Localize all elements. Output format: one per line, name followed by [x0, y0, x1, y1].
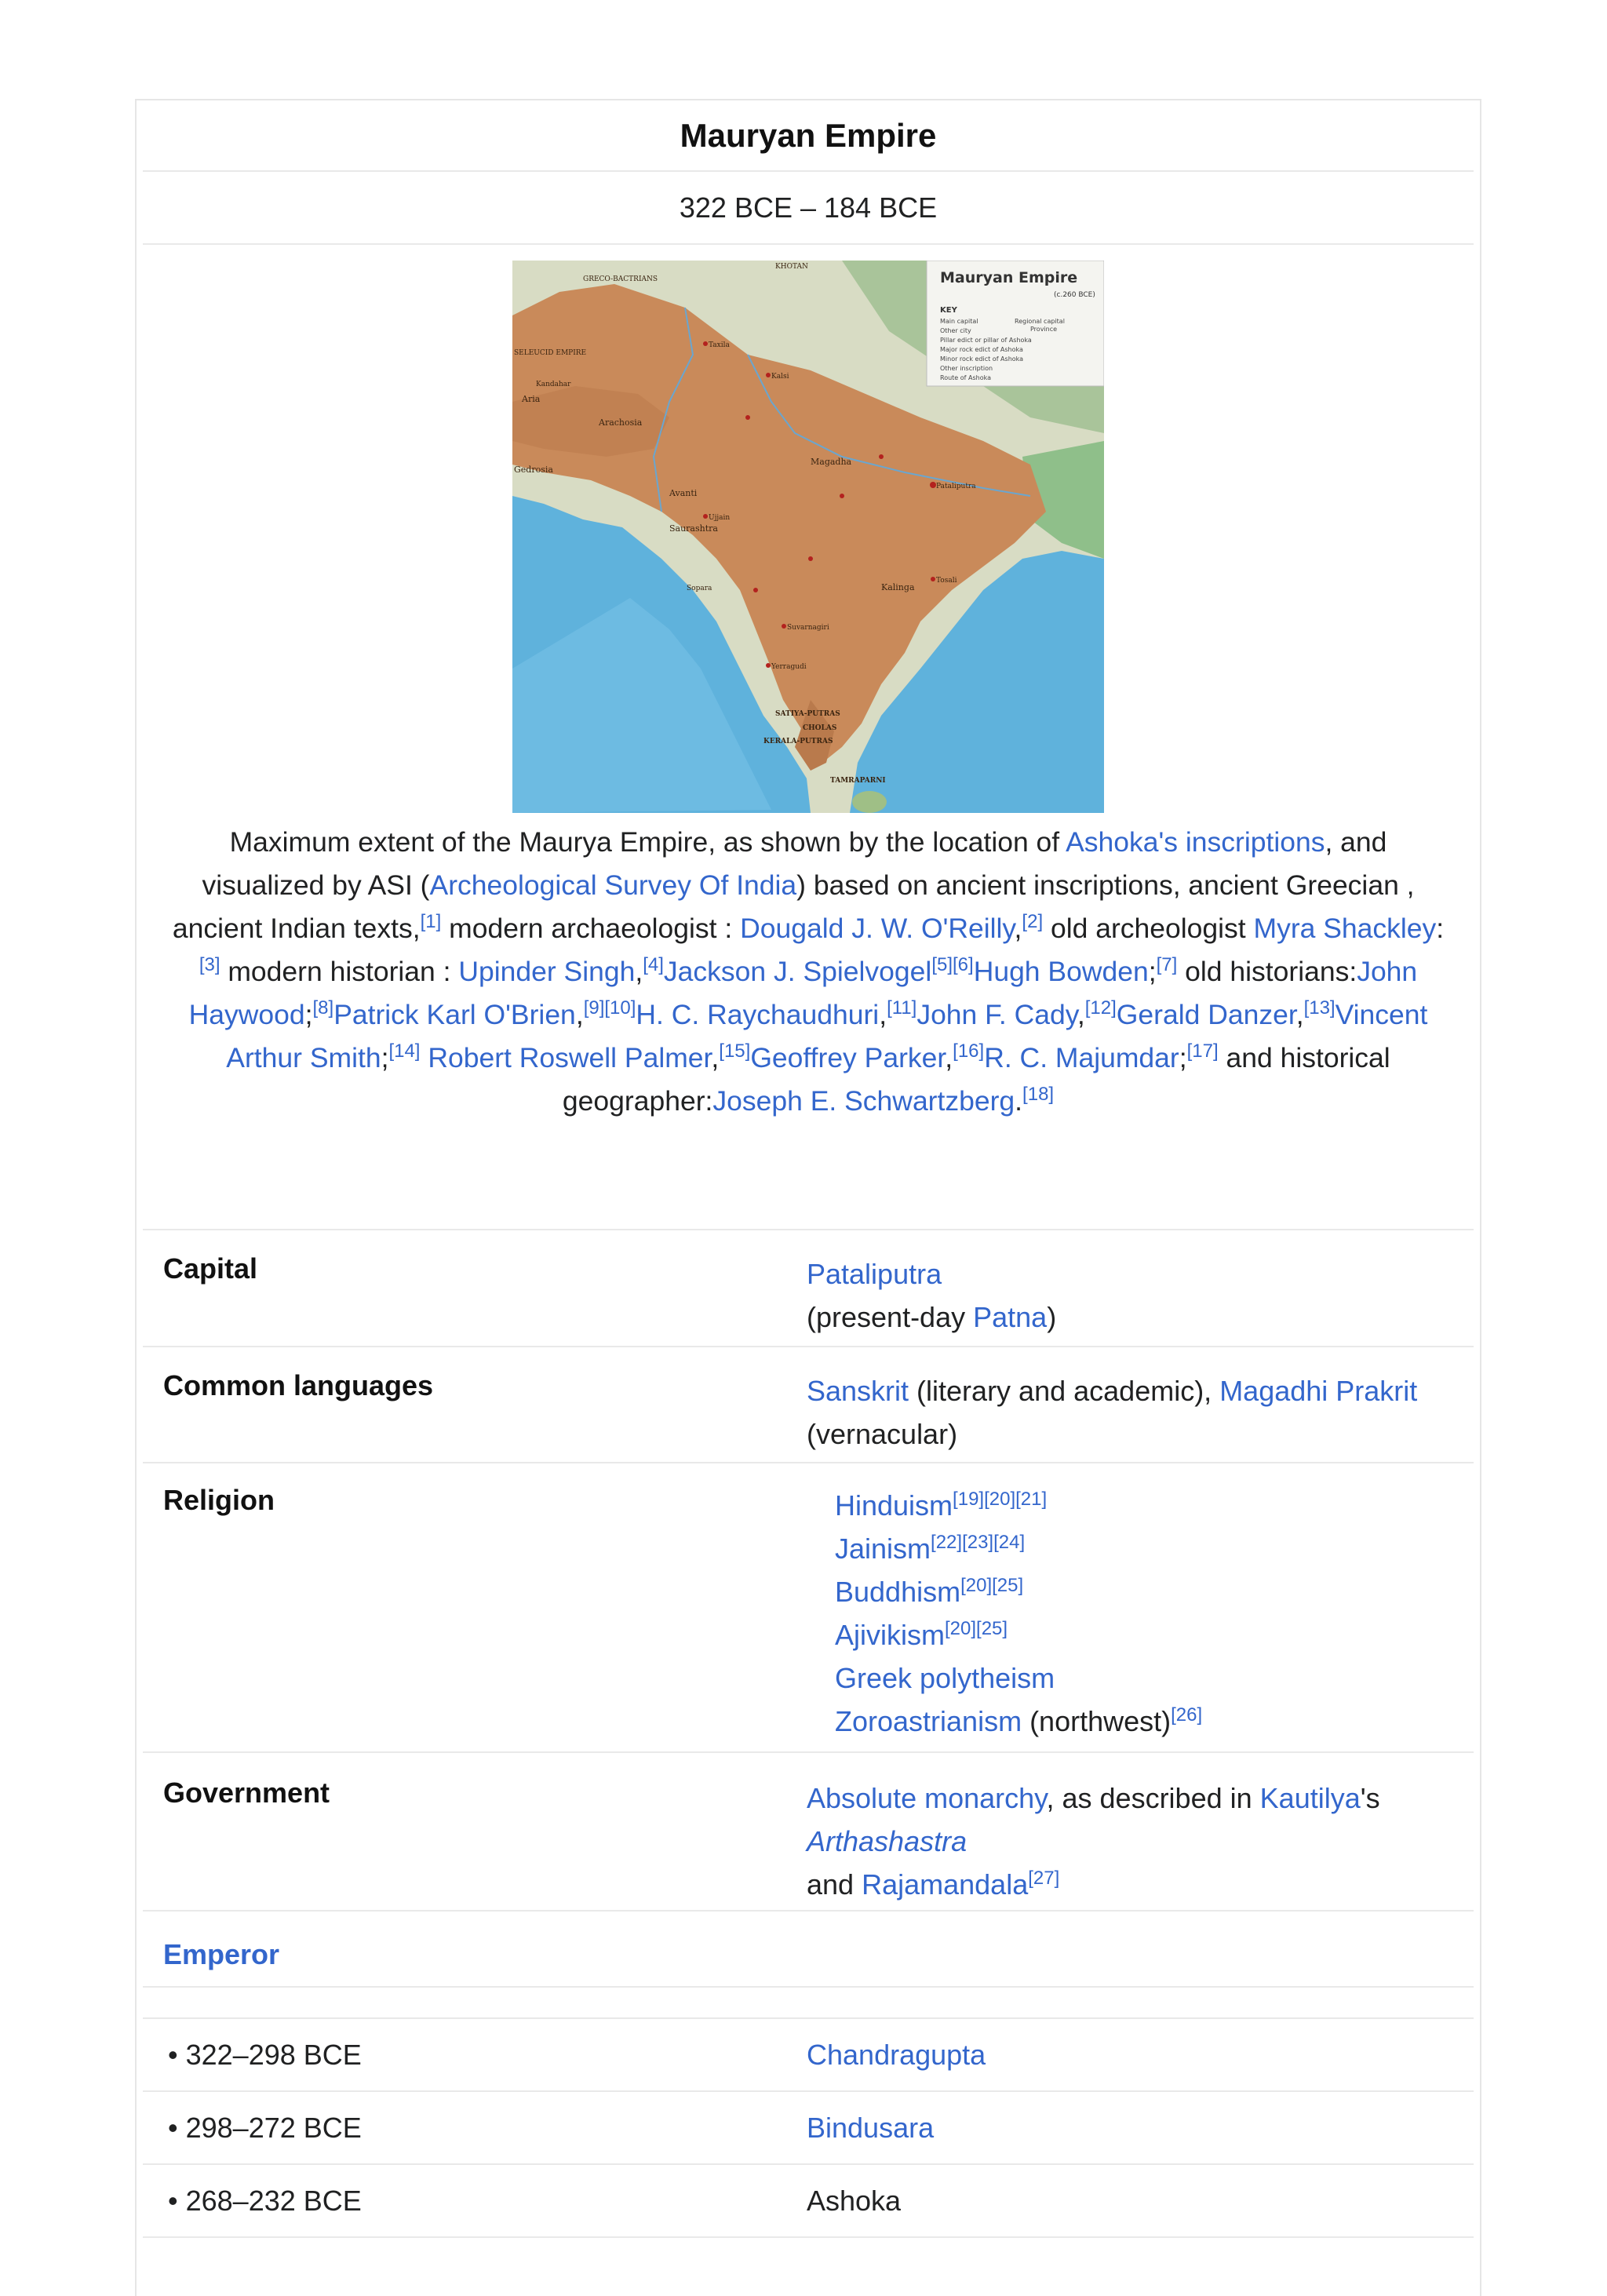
link-patna[interactable]: Patna [973, 1301, 1048, 1333]
link-raychaudhuri[interactable]: H. C. Raychaudhuri [636, 999, 880, 1030]
ref-11[interactable]: [11] [887, 997, 917, 1019]
infobox-dates: 322 BCE – 184 BCE [143, 172, 1474, 245]
link-chandragupta[interactable]: Chandragupta [807, 2038, 986, 2071]
row-emperor-1 [143, 2019, 1474, 2092]
map-key-title: Mauryan Empire [940, 269, 1078, 286]
ref-27[interactable]: [27] [1028, 1868, 1060, 1889]
link-ajivikism[interactable]: Ajivikism [835, 1619, 945, 1651]
ref-9[interactable]: [9] [583, 997, 605, 1019]
link-obrien[interactable]: Patrick Karl O'Brien [333, 999, 576, 1030]
row-capital [143, 1230, 1474, 1347]
link-absolute-monarchy[interactable]: Absolute monarchy [807, 1782, 1047, 1814]
svg-text:Province: Province [1030, 326, 1058, 333]
reign-period: • 268–232 BCE [168, 2184, 362, 2217]
list-item [835, 1656, 1474, 1700]
svg-text:Pataliputra: Pataliputra [936, 483, 976, 490]
link-schwartzberg[interactable]: Joseph E. Schwartzberg [712, 1085, 1015, 1117]
link-spielvogel[interactable]: Jackson J. Spielvogel [663, 956, 932, 987]
svg-text:Other city: Other city [940, 327, 971, 334]
map-caption: Maximum extent of the Maurya Empire, as shown by the location of Ashoka's inscriptions, and visualized by ASI (Archeological Survey Of India) based on ancient inscriptions, ancient Greecian , ancient Indian texts,[1] modern archaeologist : Dougald J. W. O'Reilly,[2] old archeologist Myra Shackley:[3] modern historian : Upinder Singh,[4]Jackson J. Spielvogel[5][6]Hugh Bowden;[7] old historians:John Haywood;[8]Patrick Karl O'Brien,[9][10]H. C. Raychaudhuri,[11]John F. Cady,[12]Gerald Danzer,[13]Vincent Arthur Smith;[14] Robert Roswell Palmer,[15]Geoffrey Parker,[16]R. C. Majumdar;[17] and historical geographer:Joseph E. Schwartzberg.[18] [172, 826, 1445, 1117]
religion-list [807, 1484, 1474, 1743]
svg-text:Avanti: Avanti [669, 488, 698, 498]
map-key-heading: KEY [940, 306, 957, 315]
ref-12[interactable]: [12] [1084, 997, 1117, 1019]
ref-buddhism[interactable]: [20][25] [960, 1575, 1024, 1596]
link-parker[interactable]: Geoffrey Parker [750, 1042, 946, 1073]
svg-text:Aria: Aria [522, 394, 541, 404]
label-languages: Common languages [163, 1369, 434, 1401]
svg-text:Taxila: Taxila [709, 341, 730, 349]
list-item [835, 1527, 1474, 1570]
label-capital: Capital [163, 1252, 258, 1285]
row-languages [143, 1347, 1474, 1463]
ref-15[interactable]: [15] [719, 1040, 751, 1062]
ref-1[interactable]: [1] [420, 911, 442, 933]
svg-text:CHOLAS: CHOLAS [803, 724, 837, 732]
link-pataliputra[interactable]: Pataliputra [807, 1258, 942, 1290]
ref-hinduism[interactable]: [19][20][21] [953, 1489, 1048, 1510]
list-item [835, 1570, 1474, 1613]
list-item [835, 1613, 1474, 1656]
emperor-ashoka: Ashoka [807, 2184, 902, 2217]
row-government [143, 1753, 1474, 1912]
link-oreilly[interactable]: Dougald J. W. O'Reilly [740, 913, 1015, 944]
svg-text:Route of Ashoka: Route of Ashoka [940, 374, 992, 381]
link-magadhi-prakrit[interactable]: Magadhi Prakrit [1219, 1375, 1418, 1407]
svg-text:Saurashtra: Saurashtra [669, 523, 718, 534]
svg-text:Regional capital: Regional capital [1015, 318, 1065, 325]
list-item [835, 1484, 1474, 1527]
svg-text:Tosali: Tosali [936, 577, 957, 585]
link-arthashastra[interactable]: Arthashastra [807, 1825, 967, 1857]
link-bindusara[interactable]: Bindusara [807, 2111, 935, 2144]
ref-3[interactable]: [3] [199, 954, 220, 976]
value-languages: Sanskrit (literary and academic), Magadhi Prakrit (vernacular) [807, 1375, 1418, 1450]
row-emperor-2 [143, 2092, 1474, 2165]
link-emperor[interactable]: Emperor [163, 1938, 280, 1970]
value-government: Absolute monarchy, as described in Kautilya's Arthashastra and Rajamandala[27] [807, 1782, 1380, 1901]
link-asi[interactable]: Archeological Survey Of India [429, 869, 797, 901]
value-religion [807, 1484, 1474, 1751]
ref-14[interactable]: [14] [388, 1040, 421, 1062]
reign-period: • 322–298 BCE [168, 2038, 362, 2071]
svg-text:KHOTAN: KHOTAN [775, 263, 808, 271]
infobox-title: Mauryan Empire [143, 100, 1474, 172]
link-majumdar[interactable]: R. C. Majumdar [984, 1042, 1179, 1073]
link-hinduism[interactable]: Hinduism [835, 1489, 953, 1522]
ref-jainism[interactable]: [22][23][24] [931, 1532, 1026, 1553]
svg-text:GRECO-BACTRIANS: GRECO-BACTRIANS [583, 275, 658, 283]
row-emperor-header [143, 1912, 1474, 1988]
link-bowden[interactable]: Hugh Bowden [973, 956, 1149, 987]
svg-text:Arachosia: Arachosia [599, 417, 643, 428]
link-upinder-singh[interactable]: Upinder Singh [458, 956, 636, 987]
link-palmer[interactable]: Robert Roswell Palmer [428, 1042, 712, 1073]
ref-2[interactable]: [2] [1022, 911, 1044, 933]
link-myra-shackley[interactable]: Myra Shackley [1253, 913, 1437, 944]
svg-text:Kalinga: Kalinga [881, 582, 915, 592]
link-danzer[interactable]: Gerald Danzer [1116, 999, 1296, 1030]
ref-7[interactable]: [7] [1156, 954, 1178, 976]
link-greek-polytheism[interactable]: Greek polytheism [835, 1662, 1055, 1694]
svg-text:Pillar edict or pillar of Asho: Pillar edict or pillar of Ashoka [940, 337, 1032, 344]
svg-text:Gedrosia: Gedrosia [514, 465, 553, 475]
svg-text:Ujjain: Ujjain [709, 514, 731, 522]
ref-zoroastrianism[interactable]: [26] [1171, 1704, 1203, 1726]
link-kautilya[interactable]: Kautilya [1259, 1782, 1361, 1814]
svg-text:Major rock edict of Ashoka: Major rock edict of Ashoka [940, 346, 1023, 353]
link-rajamandala[interactable]: Rajamandala [862, 1868, 1029, 1901]
svg-text:Sopara: Sopara [687, 585, 712, 592]
svg-text:Main capital: Main capital [940, 318, 978, 325]
row-religion [143, 1463, 1474, 1753]
ref-17[interactable]: [17] [1186, 1040, 1219, 1062]
label-government: Government [163, 1777, 330, 1809]
label-religion: Religion [163, 1484, 275, 1516]
svg-text:Yerragudi: Yerragudi [771, 663, 807, 671]
svg-text:KERALA-PUTRAS: KERALA-PUTRAS [763, 738, 833, 745]
link-zoroastrianism[interactable]: Zoroastrianism [835, 1705, 1022, 1737]
ref-4[interactable]: [4] [643, 954, 664, 976]
ref-6[interactable]: [6] [953, 954, 974, 976]
svg-text:Kalsi: Kalsi [771, 373, 789, 381]
row-emperor-3 [143, 2165, 1474, 2238]
svg-text:Minor rock edict of Ashoka: Minor rock edict of Ashoka [940, 355, 1024, 363]
ref-8[interactable]: [8] [312, 997, 334, 1019]
row-spacer [143, 1988, 1474, 2019]
svg-text:Magadha: Magadha [811, 457, 852, 467]
link-haywood[interactable]: John Haywood [188, 956, 1418, 1030]
svg-text:SELEUCID EMPIRE: SELEUCID EMPIRE [514, 349, 587, 357]
link-jainism[interactable]: Jainism [835, 1532, 931, 1565]
svg-text:Other inscription: Other inscription [940, 365, 993, 372]
svg-text:Kandahar: Kandahar [536, 381, 571, 388]
ref-ajivikism[interactable]: [20][25] [945, 1618, 1008, 1639]
ref-10[interactable]: [10] [604, 997, 636, 1019]
list-item: Zoroastrianism (northwest)[26] [835, 1704, 1203, 1737]
map-section [143, 245, 1474, 1230]
value-capital: Pataliputra (present-day Patna) [807, 1258, 1057, 1333]
ref-16[interactable]: [16] [953, 1040, 985, 1062]
svg-text:TAMRAPARNI: TAMRAPARNI [830, 777, 886, 785]
svg-text:SATIYA-PUTRAS: SATIYA-PUTRAS [775, 710, 840, 718]
sri-lanka [852, 791, 887, 813]
ref-13[interactable]: [13] [1303, 997, 1336, 1019]
link-vincent-smith[interactable]: Vincent Arthur Smith [226, 999, 1428, 1073]
svg-text:Suvarnagiri: Suvarnagiri [787, 624, 829, 632]
link-sanskrit[interactable]: Sanskrit [807, 1375, 909, 1407]
map-key-subtitle: (c.260 BCE) [1054, 291, 1095, 299]
ref-18[interactable]: [18] [1022, 1084, 1055, 1106]
empire-map-image[interactable] [512, 261, 1104, 813]
ref-5[interactable]: [5] [931, 954, 953, 976]
link-ashoka-inscriptions[interactable]: Ashoka's inscriptions [1066, 826, 1325, 858]
reign-period: • 298–272 BCE [168, 2111, 362, 2144]
link-cady[interactable]: John F. Cady [916, 999, 1077, 1030]
link-buddhism[interactable]: Buddhism [835, 1576, 961, 1608]
infobox [135, 99, 1481, 2296]
